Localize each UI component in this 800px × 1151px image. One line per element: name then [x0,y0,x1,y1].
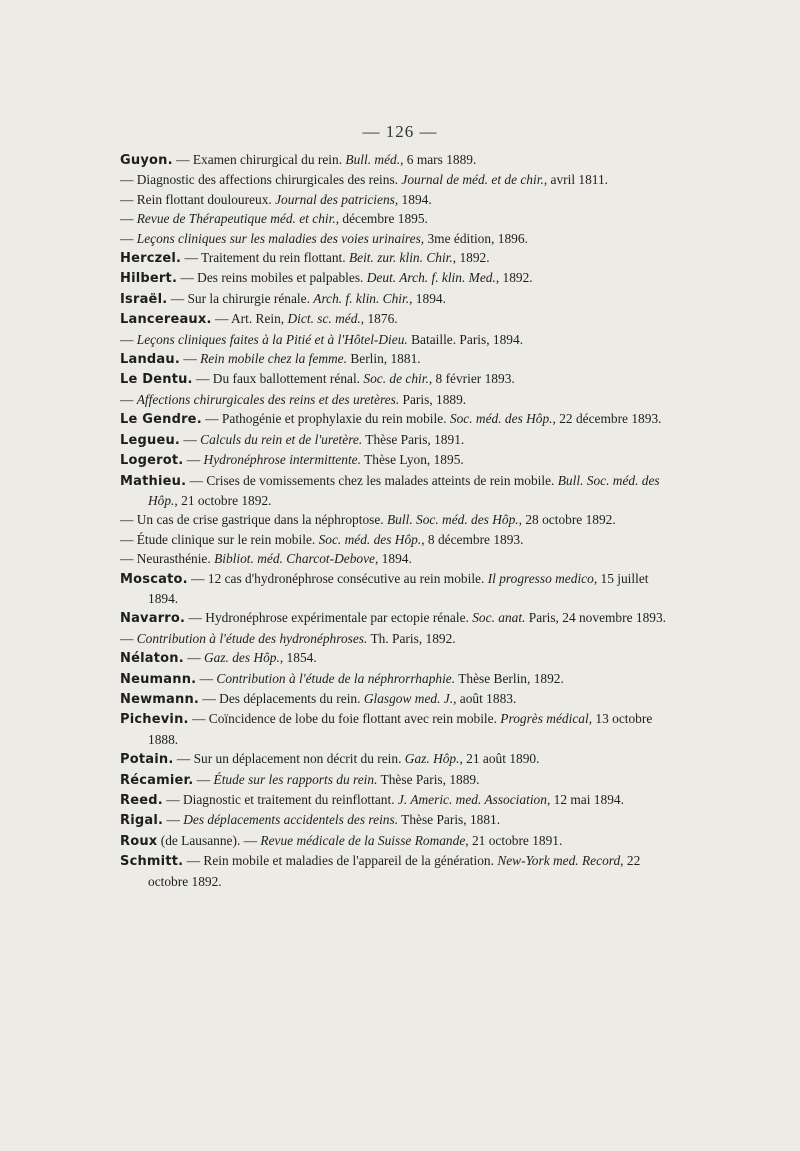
entry-title: Leçons cliniques sur les maladies des voies urinaires [136,230,421,246]
entry-author: Reed. [120,793,163,808]
entry-title: Arch. f. klin. Chir. [313,290,410,306]
entry-title: Bull. Soc. méd. des Hôp. [387,512,519,528]
entry-author: Potain. [120,752,174,768]
entry-text: — Hydronéphrose expérimentale par ectopie rénale. [185,610,473,626]
entry-text: , 6 mars 1889. [400,152,477,167]
entry-text: — Coïncidence de lobe du foie flottant avec rein mobile. [188,711,501,727]
entry-text: (de Lausanne). — [157,832,261,848]
entry-text: , décembre 1895. [335,211,428,227]
entry-text: — [183,650,204,666]
entry-title: Revue médicale de la Suisse Romande [260,832,466,848]
entry-title: Journal de méd. et de chir. [401,172,544,188]
entry-text: , 3me édition, 1896. [420,230,528,246]
entry-author: Mathieu. [120,473,187,489]
entry-text: , 21 octobre 1892. [174,492,272,508]
entry-text: , 13 octobre 1888. [148,711,653,747]
bibliography-entry [120,209,680,228]
bibliography-entry [120,831,680,851]
bibliography-list [120,150,680,891]
bibliography-entry [120,170,680,189]
entry-title: Progrès médical [500,711,589,727]
entry-text: — Rein mobile et maladies de l'appareil de la génération. [183,853,498,869]
entry-text: Berlin, 1881. [346,351,421,367]
bibliography-entry [120,790,680,810]
entry-title: Revue de Thérapeutique méd. et chir. [136,211,336,227]
bibliography-entry [120,608,680,628]
entry-author: Schmitt. [120,854,184,870]
entry-title: Leçons cliniques faites à la Pitié et à l'Hôtel-Dieu. [136,331,408,347]
entry-title: Soc. de chir. [363,371,429,387]
entry-author: Newmann. [120,691,200,707]
entry-text: — Étude clinique sur le rein mobile. [120,531,319,547]
entry-text: Thèse Paris, 1889. [377,771,480,787]
entry-text: Thèse Paris, 1891. [362,431,465,447]
entry-title: New-York med. Record [497,853,621,869]
bibliography-entry [120,409,680,429]
entry-text: — Rein flottant douloureux. [120,191,276,207]
entry-author: Nélaton. [120,651,184,667]
entry-text: Paris, 1889. [399,391,467,407]
entry-text: , 8 décembre 1893. [421,531,524,547]
entry-text: , 1894. [394,191,432,207]
bibliography-entry [120,248,680,268]
entry-title: Soc. anat. [472,610,526,626]
entry-text: — Du faux ballottement rénal. [192,371,364,387]
bibliography-entry [120,450,680,470]
bibliography-entry [120,349,680,369]
entry-text: — Crises de vomissements chez les malades atteints de rein mobile. [186,472,558,488]
entry-title: Il progresso medico [487,570,594,586]
bibliography-entry [120,268,680,288]
bibliography-entry [120,510,680,529]
entry-text: — Des déplacements du rein. [199,690,364,706]
entry-text: — Des reins mobiles et palpables. [177,270,367,286]
entry-title: Deut. Arch. f. klin. Med. [366,270,496,286]
entry-title: Bibliot. méd. Charcot-Debove [214,551,375,567]
entry-text: , 1892. [495,270,533,286]
entry-text: — [179,351,201,367]
entry-title: Beit. zur. klin. Chir. [348,250,453,266]
entry-text: , avril 1811. [543,172,609,188]
entry-title: Gaz. des Hôp. [203,650,280,666]
entry-author: Rigal. [120,813,164,829]
entry-title: Rein mobile chez la femme. [200,351,347,367]
entry-text: Th. Paris, 1892. [367,630,456,646]
entry-author: Navarro. [120,611,186,627]
entry-title: Étude sur les rapports du rein. [213,771,378,787]
entry-author: Lancereaux. [120,312,212,328]
bibliography-entry [120,190,680,209]
entry-text: , août 1883. [453,690,517,706]
entry-author: Israël. [120,291,168,307]
entry-text: — [196,670,217,686]
entry-author: Guyon. [120,153,173,168]
entry-text: — Examen chirurgical du rein. [172,152,346,167]
entry-title: Hydronéphrose intermittente. [203,452,361,468]
entry-author: Le Gendre. [120,412,202,428]
entry-text: — Pathogénie et prophylaxie du rein mobile. [201,411,450,427]
bibliography-entry [120,390,680,409]
entry-text: , 22 décembre 1893. [552,411,662,427]
entry-title: Glasgow med. J. [363,690,454,706]
entry-text: Thèse Lyon, 1895. [360,452,464,468]
entry-text: , 22 octobre 1892. [148,853,641,889]
entry-text: Bataille. Paris, 1894. [407,331,524,347]
entry-text: , 1892. [452,250,490,266]
bibliography-entry [120,810,680,830]
bibliography-entry [120,330,680,349]
bibliography-entry [120,689,680,709]
entry-title: Bull. Soc. méd. des Hôp. [148,472,660,508]
bibliography-entry [120,709,680,749]
page-number: — 126 — [362,122,438,141]
bibliography-entry [120,549,680,568]
entry-text: , 1894. [409,290,446,306]
entry-text: — Sur un déplacement non décrit du rein. [173,751,405,767]
entry-author: Le Dentu. [120,372,193,388]
entry-text: , 1894. [374,551,412,567]
entry-text: — [193,771,214,787]
entry-author: Moscato. [120,571,188,587]
bibliography-entry [120,569,680,609]
bibliography-entry [120,648,680,668]
entry-title: Des déplacements accidentels des reins. [183,812,399,828]
entry-text: — [120,391,137,407]
entry-text: , 21 août 1890. [459,751,540,767]
entry-text: — Diagnostic et traitement du reinflottant. [162,792,398,807]
entry-author: Landau. [120,352,180,368]
entry-text: — Art. Rein, [211,311,288,327]
bibliography-entry [120,530,680,549]
entry-text: — [180,431,201,447]
bibliography-entry [120,669,680,689]
entry-text: — Sur la chirurgie rénale. [167,290,314,306]
entry-text: , 8 février 1893. [428,371,515,387]
entry-text: — [120,331,137,347]
entry-author: Hilbert. [120,271,178,287]
entry-author: Pichevin. [120,712,189,728]
entry-text: — 12 cas d'hydronéphrose consécutive au rein mobile. [187,570,488,586]
entry-title: Bull. méd. [345,152,401,167]
entry-text: — [120,230,137,246]
bibliography-entry [120,471,680,511]
entry-author: Herczel. [120,251,182,267]
entry-author: Logerot. [120,453,184,469]
entry-text: , 21 octobre 1891. [465,832,563,848]
entry-author: Récamier. [120,772,194,788]
entry-text: — [163,812,184,828]
entry-text: — Diagnostic des affections chirurgicales des reins. [120,172,402,188]
bibliography-entry [120,770,680,790]
entry-text: — Neurasthénie. [120,551,215,567]
entry-title: Soc. méd. des Hôp. [318,531,422,547]
bibliography-entry [120,749,680,769]
entry-text: — Un cas de crise gastrique dans la néphroptose. [120,512,387,528]
entry-text: — [120,630,137,646]
entry-text: Thèse Berlin, 1892. [455,670,564,686]
entry-title: Soc. méd. des Hôp. [449,411,553,427]
bibliography-entry [120,430,680,450]
entry-text: Paris, 24 novembre 1893. [525,610,667,626]
entry-text: , 12 mai 1894. [546,792,624,807]
bibliography-entry [120,851,680,891]
entry-text: , 28 octobre 1892. [518,512,616,528]
bibliography-entry [120,369,680,389]
bibliography-entry [120,289,680,309]
entry-author: Neumann. [120,671,197,687]
entry-text: Thèse Paris, 1881. [398,812,501,828]
entry-title: Gaz. Hôp. [404,751,460,767]
entry-text: — [183,452,204,468]
entry-text: , 1854. [279,650,317,666]
entry-title: J. Americ. med. Association [397,792,547,807]
entry-title: Contribution à l'étude de la néphrorrhaphie. [216,670,456,686]
entry-text: , 15 juillet 1894. [148,570,649,606]
entry-title: Dict. sc. méd. [287,311,361,327]
entry-author: Legueu. [120,432,181,448]
entry-title: Affections chirurgicales des reins et des uretères. [136,391,400,407]
bibliography-entry [120,629,680,648]
entry-author: Roux [120,833,158,849]
entry-title: Contribution à l'étude des hydronéphroses. [136,630,368,646]
bibliography-entry [120,150,680,170]
entry-text: — Traitement du rein flottant. [181,250,349,266]
entry-text: , 1876. [360,311,398,327]
bibliography-entry [120,229,680,248]
entry-text: — [120,211,137,227]
bibliography-entry [120,309,680,329]
entry-title: Calculs du rein et de l'uretère. [200,431,363,447]
entry-title: Journal des patriciens [275,191,395,207]
